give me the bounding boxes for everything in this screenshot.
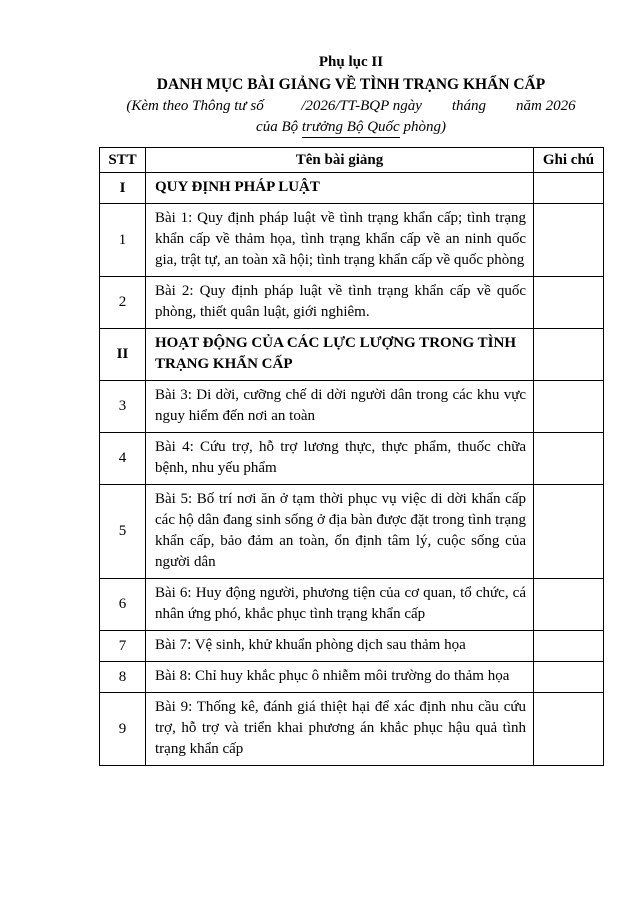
row-number-cell: II bbox=[100, 329, 146, 381]
lecture-title-cell: Bài 1: Quy định pháp luật về tình trạng khẩn cấp; tình trạng khẩn cấp về thảm họa, tình trạng khẩn cấp về an ninh quốc gia, trật tự, an toàn xã hội; tình trạng khẩn cấp về quốc phòng bbox=[146, 204, 534, 277]
row-number-cell: 8 bbox=[100, 662, 146, 693]
document-header bbox=[99, 52, 603, 138]
note-cell bbox=[534, 579, 604, 631]
table-header-row bbox=[100, 148, 604, 173]
row-number-cell: 6 bbox=[100, 579, 146, 631]
row-number-cell: 2 bbox=[100, 277, 146, 329]
table-row bbox=[100, 579, 604, 631]
subtitle-line2-post: phòng) bbox=[399, 119, 446, 135]
document-subtitle-line1: (Kèm theo Thông tư số /2026/TT-BQP ngày tháng năm 2026 bbox=[126, 98, 576, 114]
note-cell bbox=[534, 277, 604, 329]
appendix-label: Phụ lục II bbox=[318, 54, 384, 70]
table-row bbox=[100, 485, 604, 579]
subtitle-line2-pre: của Bộ bbox=[256, 119, 302, 135]
lecture-title-cell: Bài 3: Di dời, cưỡng chế di dời người dân trong các khu vực nguy hiểm đến nơi an toàn bbox=[146, 381, 534, 433]
row-number-cell: 1 bbox=[100, 204, 146, 277]
table-row bbox=[100, 173, 604, 204]
note-cell bbox=[534, 433, 604, 485]
table-row bbox=[100, 329, 604, 381]
table-row bbox=[100, 662, 604, 693]
lecture-list-table bbox=[99, 147, 604, 766]
lecture-title-cell: Bài 9: Thống kê, đánh giá thiệt hại để xác định nhu cầu cứu trợ, hỗ trợ và triển khai phương án khắc phục hậu quả tình trạng khẩn cấp bbox=[146, 693, 534, 766]
lecture-title-cell: HOẠT ĐỘNG CỦA CÁC LỰC LƯỢNG TRONG TÌNH TRẠNG KHẨN CẤP bbox=[146, 329, 534, 381]
lecture-title-cell: Bài 5: Bố trí nơi ăn ở tạm thời phục vụ việc di dời khẩn cấp các hộ dân đang sinh sống ở địa bàn được đặt trong tình trạng khẩn cấp, bảo đảm an toàn, ổn định tâm lý, cuộc sống của người dân bbox=[146, 485, 534, 579]
subtitle-line2-underlined: trưởng Bộ Quốc bbox=[302, 119, 400, 138]
column-header-lecture-title: Tên bài giảng bbox=[146, 148, 534, 173]
table-row bbox=[100, 204, 604, 277]
note-cell bbox=[534, 204, 604, 277]
table-row bbox=[100, 381, 604, 433]
note-cell bbox=[534, 662, 604, 693]
lecture-title-cell: QUY ĐỊNH PHÁP LUẬT bbox=[146, 173, 534, 204]
document-title: DANH MỤC BÀI GIẢNG VỀ TÌNH TRẠNG KHẨN CẤP bbox=[156, 76, 546, 93]
row-number-cell: 4 bbox=[100, 433, 146, 485]
note-cell bbox=[534, 173, 604, 204]
column-header-note: Ghi chú bbox=[534, 148, 604, 173]
table-body bbox=[100, 173, 604, 766]
note-cell bbox=[534, 631, 604, 662]
lecture-title-cell: Bài 6: Huy động người, phương tiện của cơ quan, tổ chức, cá nhân ứng phó, khắc phục tình trạng khẩn cấp bbox=[146, 579, 534, 631]
document-subtitle-line2 bbox=[99, 117, 603, 138]
document-content bbox=[99, 52, 603, 766]
note-cell bbox=[534, 693, 604, 766]
lecture-title-cell: Bài 7: Vệ sinh, khử khuẩn phòng dịch sau thảm họa bbox=[146, 631, 534, 662]
row-number-cell: 5 bbox=[100, 485, 146, 579]
lecture-title-cell: Bài 4: Cứu trợ, hỗ trợ lương thực, thực phẩm, thuốc chữa bệnh, nhu yếu phẩm bbox=[146, 433, 534, 485]
row-number-cell: 9 bbox=[100, 693, 146, 766]
row-number-cell: 7 bbox=[100, 631, 146, 662]
lecture-title-cell: Bài 2: Quy định pháp luật về tình trạng khẩn cấp về quốc phòng, thiết quân luật, giới nghiêm. bbox=[146, 277, 534, 329]
note-cell bbox=[534, 485, 604, 579]
row-number-cell: I bbox=[100, 173, 146, 204]
table-row bbox=[100, 433, 604, 485]
table-row bbox=[100, 631, 604, 662]
table-row bbox=[100, 693, 604, 766]
note-cell bbox=[534, 381, 604, 433]
column-header-stt: STT bbox=[100, 148, 146, 173]
lecture-title-cell: Bài 8: Chỉ huy khắc phục ô nhiễm môi trường do thảm họa bbox=[146, 662, 534, 693]
row-number-cell: 3 bbox=[100, 381, 146, 433]
note-cell bbox=[534, 329, 604, 381]
table-row bbox=[100, 277, 604, 329]
